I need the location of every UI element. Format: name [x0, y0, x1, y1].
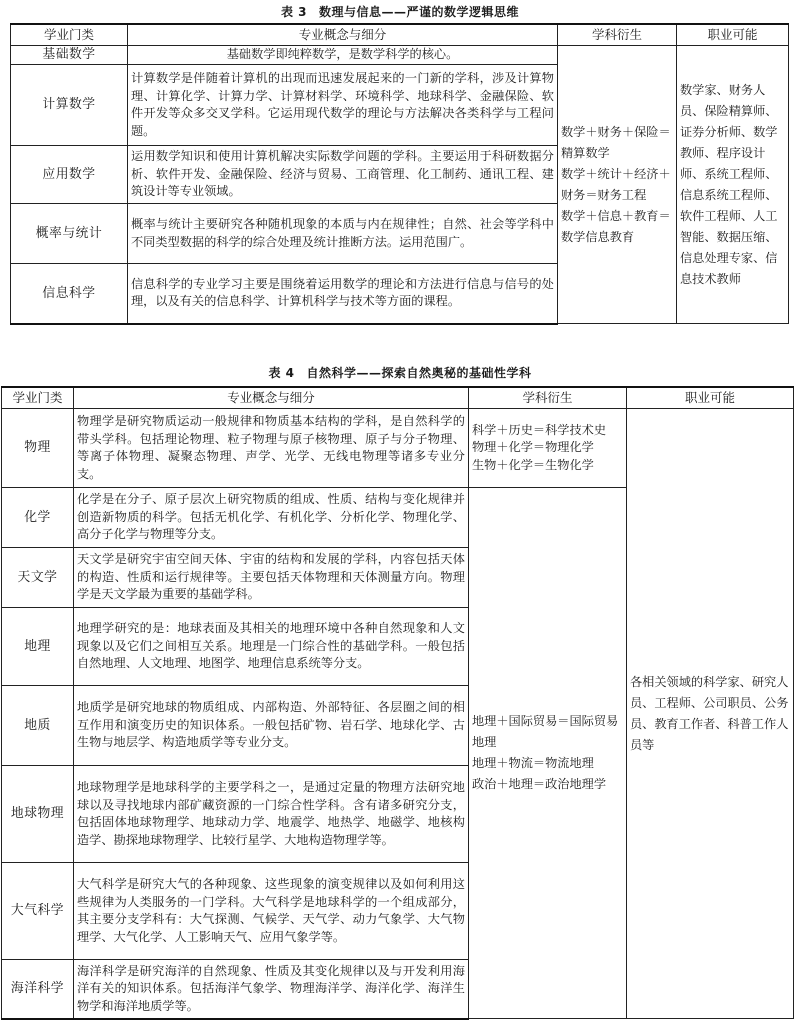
table3-header-description: 专业概念与细分 — [128, 24, 558, 46]
table4 — [1, 386, 794, 1020]
table3-header-career: 职业可能 — [677, 24, 789, 46]
description-cell: 地球物理学是地球科学的主要学科之一，是通过定量的物理方法研究地球以及寻找地球内部矿藏资源的一门综合性学科。含有诸多研究分支，包括固体地球物理学、地球动力学、地震学、地热学、地磁学、地核构造学、勘探地球物理学、比较行星学、大地构造物理学等。 — [74, 766, 469, 863]
table4-caption — [0, 366, 800, 380]
table3 — [10, 23, 789, 325]
description-cell: 大气科学是研究大气的各种现象、这些现象的演变规律以及如何利用这些规律为人类服务的一门学科。大气科学是地球科学的一个组成部分，其主要分支学科有：大气探测、气候学、天气学、动力气象学、大气物理学、大气化学、人工影响天气、应用气象学等。 — [74, 863, 469, 960]
derivation-item: 物理＋化学＝物理化学 — [472, 440, 594, 455]
table-row — [11, 46, 789, 65]
category-cell: 信息科学 — [11, 264, 128, 324]
description-cell: 概率与统计主要研究各种随机现象的本质与内在规律性；自然、社会等学科中不同类型数据的科学的综合处理及统计推断方法。运用范围广。 — [128, 204, 558, 264]
derivation-item: 数学＋财务＋保险＝精算数学 — [561, 124, 671, 160]
derivation-cell-top — [469, 409, 627, 488]
table4-header-derivation: 学科衍生 — [469, 387, 627, 409]
table4-header-category: 学业门类 — [2, 387, 74, 409]
description-cell: 计算数学是伴随着计算机的出现而迅速发展起来的一门新的学科，涉及计算物理、计算化学、计算力学、计算材料学、环境科学、地球科学、金融保险、软件开发等众多交叉学科。它运用现代数学的理论与方法解决各类科学与工程问题。 — [128, 65, 558, 146]
description-cell: 基础数学即纯粹数学，是数学科学的核心。 — [128, 46, 558, 65]
table4-number: 表 4 — [268, 366, 295, 380]
derivation-item: 数学＋信息＋教育＝数学信息教育 — [561, 208, 671, 244]
category-cell: 地球物理 — [2, 766, 74, 863]
category-cell: 地理 — [2, 608, 74, 686]
category-cell: 海洋科学 — [2, 960, 74, 1019]
table4-header-description: 专业概念与细分 — [74, 387, 469, 409]
table3-header-derivation: 学科衍生 — [558, 24, 677, 46]
category-cell: 化学 — [2, 488, 74, 548]
description-cell: 化学是在分子、原子层次上研究物质的组成、性质、结构与变化规律并创造新物质的科学。包括无机化学、有机化学、分析化学、物理化学、高分子化学与物理等分支。 — [74, 488, 469, 548]
category-cell: 基础数学 — [11, 46, 128, 65]
derivation-item: 数学＋统计＋经济＋财务＝财务工程 — [561, 166, 671, 202]
category-cell: 计算数学 — [11, 65, 128, 146]
description-cell: 物理学是研究物质运动一般规律和物质基本结构的学科，是自然科学的带头学科。包括理论物理、粒子物理与原子核物理、原子与分子物理、等离子体物理、凝聚态物理、声学、光学、无线电物理等诸多专业分支。 — [74, 409, 469, 488]
derivation-item: 科学＋历史＝科学技术史 — [472, 422, 607, 437]
derivation-item: 地理＋物流＝物流地理 — [472, 756, 594, 770]
description-cell: 地理学研究的是：地球表面及其相关的地理环境中各种自然现象和人文现象以及它们之间相互关系。地理是一门综合性的基础学科。一般包括自然地理、人文地理、地图学、地理信息系统等分支。 — [74, 608, 469, 686]
derivation-item: 政治＋地理＝政治地理学 — [472, 777, 607, 791]
category-cell: 天文学 — [2, 548, 74, 608]
derivation-cell — [558, 46, 677, 324]
career-cell: 各相关领域的科学家、研究人员、工程师、公司职员、公务员、教育工作者、科普工作人员等 — [627, 409, 794, 1019]
description-cell: 信息科学的专业学习主要是围绕着运用数学的理论和方法进行信息与信号的处理，以及有关的信息科学、计算机科学与技术等方面的课程。 — [128, 264, 558, 324]
table3-header-category: 学业门类 — [11, 24, 128, 46]
table3-number: 表 3 — [280, 5, 307, 19]
derivation-item: 地理＋国际贸易＝国际贸易地理 — [472, 714, 619, 749]
description-cell: 天文学是研究宇宙空间天体、宇宙的结构和发展的学科，内容包括天体的构造、性质和运行规律等。主要包括天体物理和天体测量方向。物理学是天文学最为重要的基础学科。 — [74, 548, 469, 608]
table4-title: 自然科学——探索自然奥秘的基础性学科 — [306, 366, 532, 380]
table3-header-row — [11, 24, 789, 46]
category-cell: 概率与统计 — [11, 204, 128, 264]
table-row — [2, 409, 794, 488]
description-cell: 海洋科学是研究海洋的自然现象、性质及其变化规律以及与开发利用海洋有关的知识体系。包括海洋气象学、物理海洋学、海洋化学、海洋生物学和海洋地质学等。 — [74, 960, 469, 1019]
derivation-cell-bottom — [469, 488, 627, 1019]
description-cell: 地质学是研究地球的物质组成、内部构造、外部特征、各层圈之间的相互作用和演变历史的知识体系。一般包括矿物、岩石学、地球化学、古生物与地层学、构造地质学等专业分支。 — [74, 686, 469, 766]
description-cell: 运用数学知识和使用计算机解决实际数学问题的学科。主要运用于科研数据分析、软件开发、金融保险、经济与贸易、工商管理、化工制药、通讯工程、建筑设计等专业领域。 — [128, 146, 558, 204]
table4-header-row — [2, 387, 794, 409]
career-cell: 数学家、财务人员、保险精算师、证券分析师、数学教师、程序设计师、系统工程师、信息系统工程师、软件工程师、人工智能、数据压缩、信息处理专家、信息技术教师 — [677, 46, 789, 324]
category-cell: 地质 — [2, 686, 74, 766]
category-cell: 物理 — [2, 409, 74, 488]
table4-header-career: 职业可能 — [627, 387, 794, 409]
category-cell: 应用数学 — [11, 146, 128, 204]
derivation-item: 生物＋化学＝生物化学 — [472, 457, 594, 472]
table3-caption — [0, 5, 800, 19]
category-cell: 大气科学 — [2, 863, 74, 960]
table3-title: 数理与信息——严谨的数学逻辑思维 — [319, 5, 520, 19]
